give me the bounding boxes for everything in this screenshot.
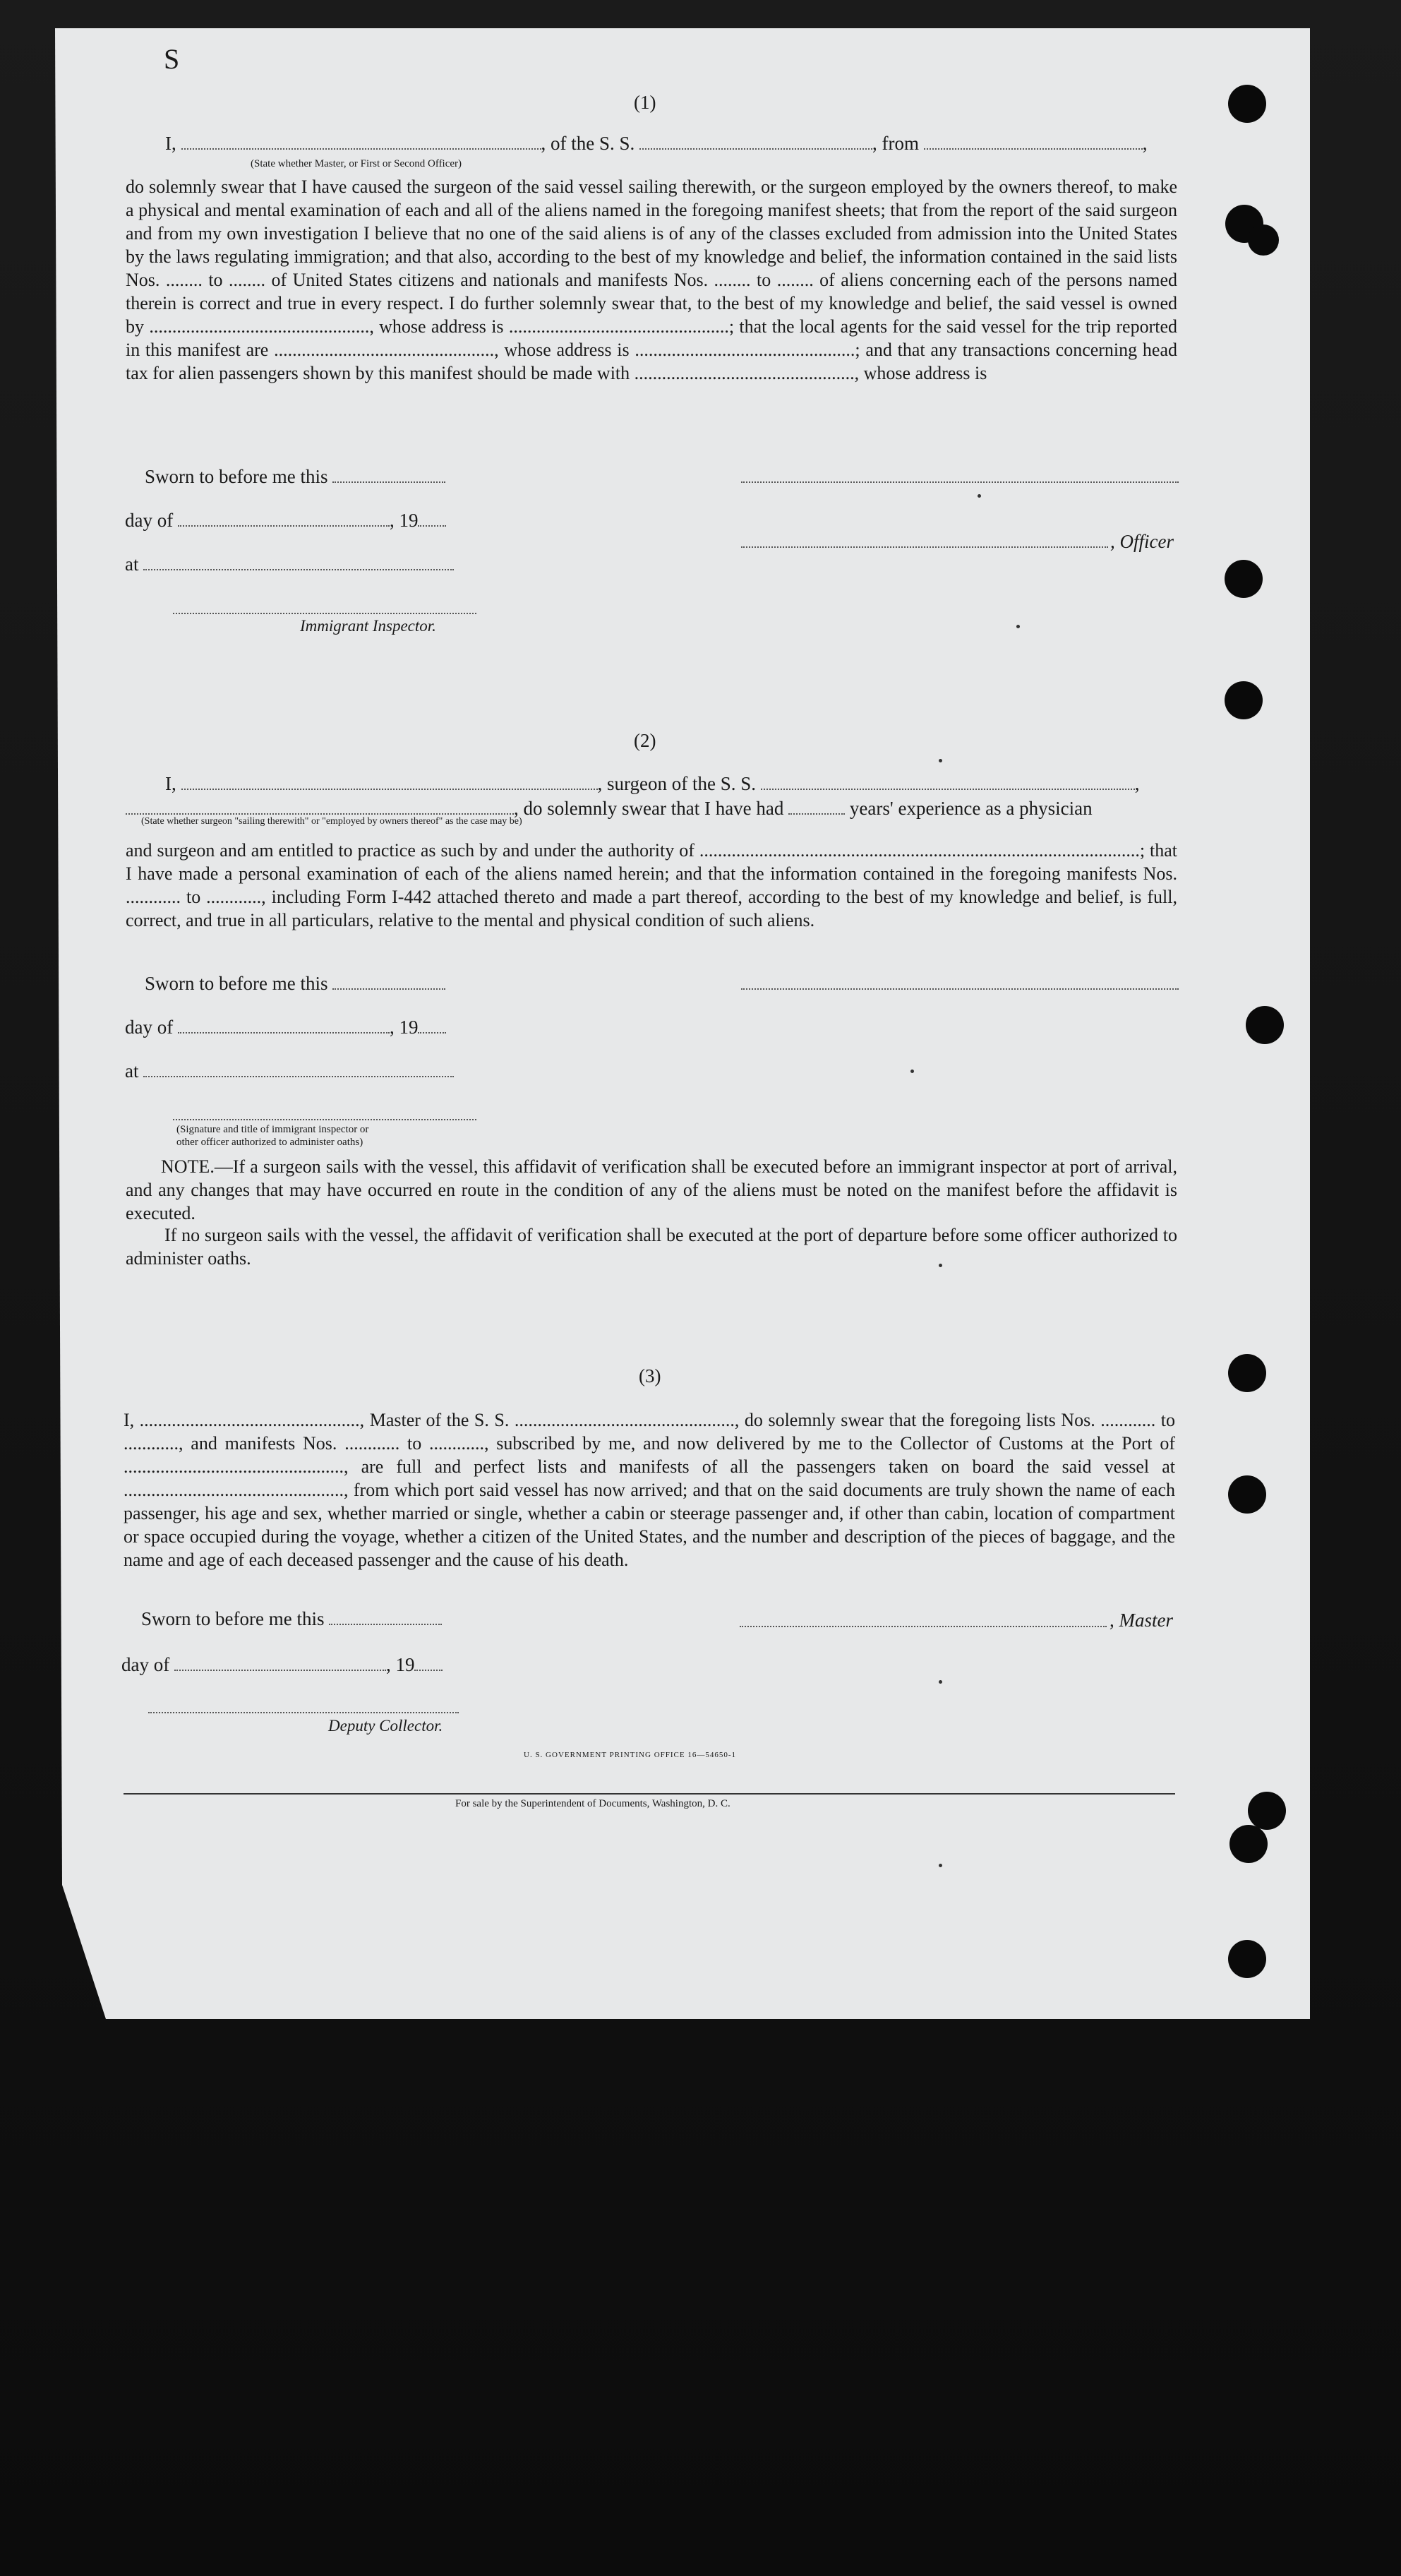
section-1-day-of: [125, 510, 446, 532]
punch-hole: [1228, 1940, 1266, 1978]
inspector-signature-line: [173, 1119, 476, 1120]
inspector-signature-line: [173, 613, 476, 614]
scan-speck: [939, 1864, 942, 1867]
from-port-field[interactable]: [924, 134, 1143, 150]
printing-office-line: U. S. GOVERNMENT PRINTING OFFICE 16—54650-1: [524, 1751, 737, 1759]
i-label: I,: [165, 133, 176, 154]
punch-hole: [1228, 1354, 1266, 1392]
section-3-number: (3): [639, 1365, 661, 1386]
year-field[interactable]: [418, 511, 446, 527]
section-1-number: (1): [634, 92, 656, 113]
scan-speck: [978, 494, 981, 498]
section-1-line-1: I, , of the S. S. , from ,: [165, 133, 1148, 154]
for-sale-line: For sale by the Superintendent of Documents, Washington, D. C.: [455, 1798, 730, 1809]
signature-caption-1: (Signature and title of immigrant inspector or: [176, 1124, 369, 1135]
year-field[interactable]: [414, 1655, 443, 1671]
surgeon-signature-line: [741, 988, 1179, 990]
punch-hole: [1225, 560, 1263, 598]
day-of-label: day of: [125, 510, 174, 531]
master-label: , Master: [1110, 1610, 1173, 1631]
deputy-signature-line: [148, 1712, 459, 1713]
page-mark: S: [164, 43, 180, 75]
day-of-field[interactable]: [174, 1655, 386, 1671]
officer-name-field[interactable]: [181, 134, 541, 150]
section-3-sworn: [141, 1608, 442, 1630]
day-of-label: day of: [125, 1017, 174, 1038]
note-paragraph-1: NOTE.—If a surgeon sails with the vessel, this affidavit of verification shall be executed before an immigrant inspector at port of arrival, and any changes that may have occurred en route in the condition of any of the aliens must be noted on the manifest before the affidavit is executed.: [126, 1156, 1177, 1223]
punch-hole: [1248, 1792, 1286, 1830]
punch-hole: [1225, 681, 1263, 719]
i-label: I,: [165, 773, 176, 794]
year-label: , 19: [389, 510, 419, 531]
year-label: , 19: [389, 1017, 419, 1038]
punch-hole: [1229, 1825, 1268, 1863]
sworn-day-field[interactable]: [332, 974, 445, 990]
punch-hole: [1248, 224, 1279, 256]
officer-signature-line: [741, 546, 1108, 548]
surgeon-label: , surgeon of the S. S.: [597, 773, 757, 794]
sworn-label: Sworn to before me this: [145, 973, 328, 994]
day-of-label: day of: [121, 1654, 170, 1675]
scan-speck: [1016, 625, 1020, 628]
signature-caption-2: other officer authorized to administer oaths): [176, 1137, 363, 1148]
note-paragraph-2: If no surgeon sails with the vessel, the affidavit of verification shall be executed at the port of departure before some officer authorized to administer oaths.: [126, 1225, 1177, 1269]
signature-line: [741, 481, 1179, 483]
inspector-label: Immigrant Inspector.: [300, 617, 436, 635]
scan-speck: [939, 759, 942, 762]
section-2-day-of: [125, 1017, 446, 1038]
section-1-at: [125, 553, 454, 575]
punch-hole: [1228, 1475, 1266, 1514]
surgeon-status-field[interactable]: [126, 799, 514, 815]
surgeon-name-field[interactable]: [181, 774, 598, 790]
scan-speck: [939, 1680, 942, 1684]
section-2-at: [125, 1060, 454, 1082]
section-1-caption: (State whether Master, or First or Second Officer): [251, 158, 462, 169]
from-label: , from: [872, 133, 919, 154]
at-field[interactable]: [143, 1062, 454, 1077]
section-2-sworn: [145, 973, 445, 995]
year-label: , 19: [385, 1654, 415, 1675]
footer-rule: [124, 1793, 1175, 1795]
scan-speck: [939, 1264, 942, 1267]
section-2-caption: (State whether surgeon "sailing therewith" or "employed by owners thereof" as the case may be): [141, 816, 522, 827]
sworn-day-field[interactable]: [332, 467, 445, 483]
section-3-day-of: [121, 1654, 443, 1676]
deputy-label: Deputy Collector.: [328, 1717, 443, 1735]
section-3-paragraph: I, ................................................, Master of the S. S. ................................................, do solemnly swear that the foregoing lists Nos. ............ to ............, and manifests Nos. ............ to ............, subscribed by me, and now delivered by me to the Collector of Customs at the Port of ................................................, are full and perfect lists and manifests of all the passengers taken on board the said vessel at ................................................, from which port said vessel has now arrived; and that on the said documents are truly shown the name of each passenger, his age and sex, whether married or single, whether a cabin or steerage passenger and, if other than cabin, location of compartment or space occupied during the voyage, whether a citizen of the United States, and the number and description of the pieces of baggage, and the name and age of each deceased passenger and the cause of his death.: [124, 1410, 1175, 1570]
years-label: years' experience as a physician: [849, 798, 1093, 819]
year-field[interactable]: [418, 1018, 446, 1034]
scan-speck: [910, 1070, 914, 1073]
officer-label: , Officer: [1110, 531, 1174, 552]
at-label: at: [125, 553, 139, 575]
day-of-field[interactable]: [178, 511, 390, 527]
punch-hole: [1246, 1006, 1284, 1044]
section-2-line-1: I, , surgeon of the S. S. ,: [165, 773, 1140, 794]
at-field[interactable]: [143, 555, 454, 570]
section-2-paragraph: and surgeon and am entitled to practice as such by and under the authority of ................................................................................................; that I have made a personal examination of each of the aliens named herein; and that the information contained in the foregoing manifests Nos. ............ to ............, including Form I-442 attached thereto and made a part thereof, according to the best of my knowledge and belief, is full, correct, and true in all particulars, relative to the mental and physical condition of such aliens.: [126, 840, 1177, 930]
at-label: at: [125, 1060, 139, 1082]
day-of-field[interactable]: [178, 1018, 390, 1034]
vessel-name-field[interactable]: [761, 774, 1135, 790]
vessel-name-field[interactable]: [639, 134, 872, 150]
section-1-paragraph: do solemnly swear that I have caused the surgeon of the said vessel sailing therewith, or the surgeon employed by the owners thereof, to make a physical and mental examination of each and all of the aliens named in the foregoing manifest sheets; that from the report of the said surgeon and from my own investigation I believe that no one of the said aliens is of any of the classes excluded from admission into the United States by the laws regulating immigration; and that also, according to the best of my knowledge and belief, the information contained in the said lists Nos. ........ to ........ of United States citizens and nationals and manifests Nos. ........ to ........ of aliens concerning each of the persons named therein is correct and true in every respect. I do further solemnly swear that, to the best of my knowledge and belief, the said vessel is owned by ................................................, whose address is ................................................; that the local agents for the said vessel for the trip reported in this manifest are ................................................, whose address is ................................................; and that any transactions concerning head tax for alien passengers shown by this manifest should be made with ................................................, whose address is: [126, 176, 1177, 383]
master-signature-line: [740, 1626, 1107, 1627]
section-2-number: (2): [634, 730, 656, 751]
of-ss-label: , of the S. S.: [541, 133, 635, 154]
sworn-label: Sworn to before me this: [145, 466, 328, 487]
years-field[interactable]: [788, 799, 845, 815]
swear-label: , do solemnly swear that I have had: [514, 798, 784, 819]
section-1-sworn: [145, 466, 445, 488]
sworn-day-field[interactable]: [329, 1610, 442, 1625]
punch-hole: [1228, 85, 1266, 123]
sworn-label: Sworn to before me this: [141, 1608, 325, 1629]
